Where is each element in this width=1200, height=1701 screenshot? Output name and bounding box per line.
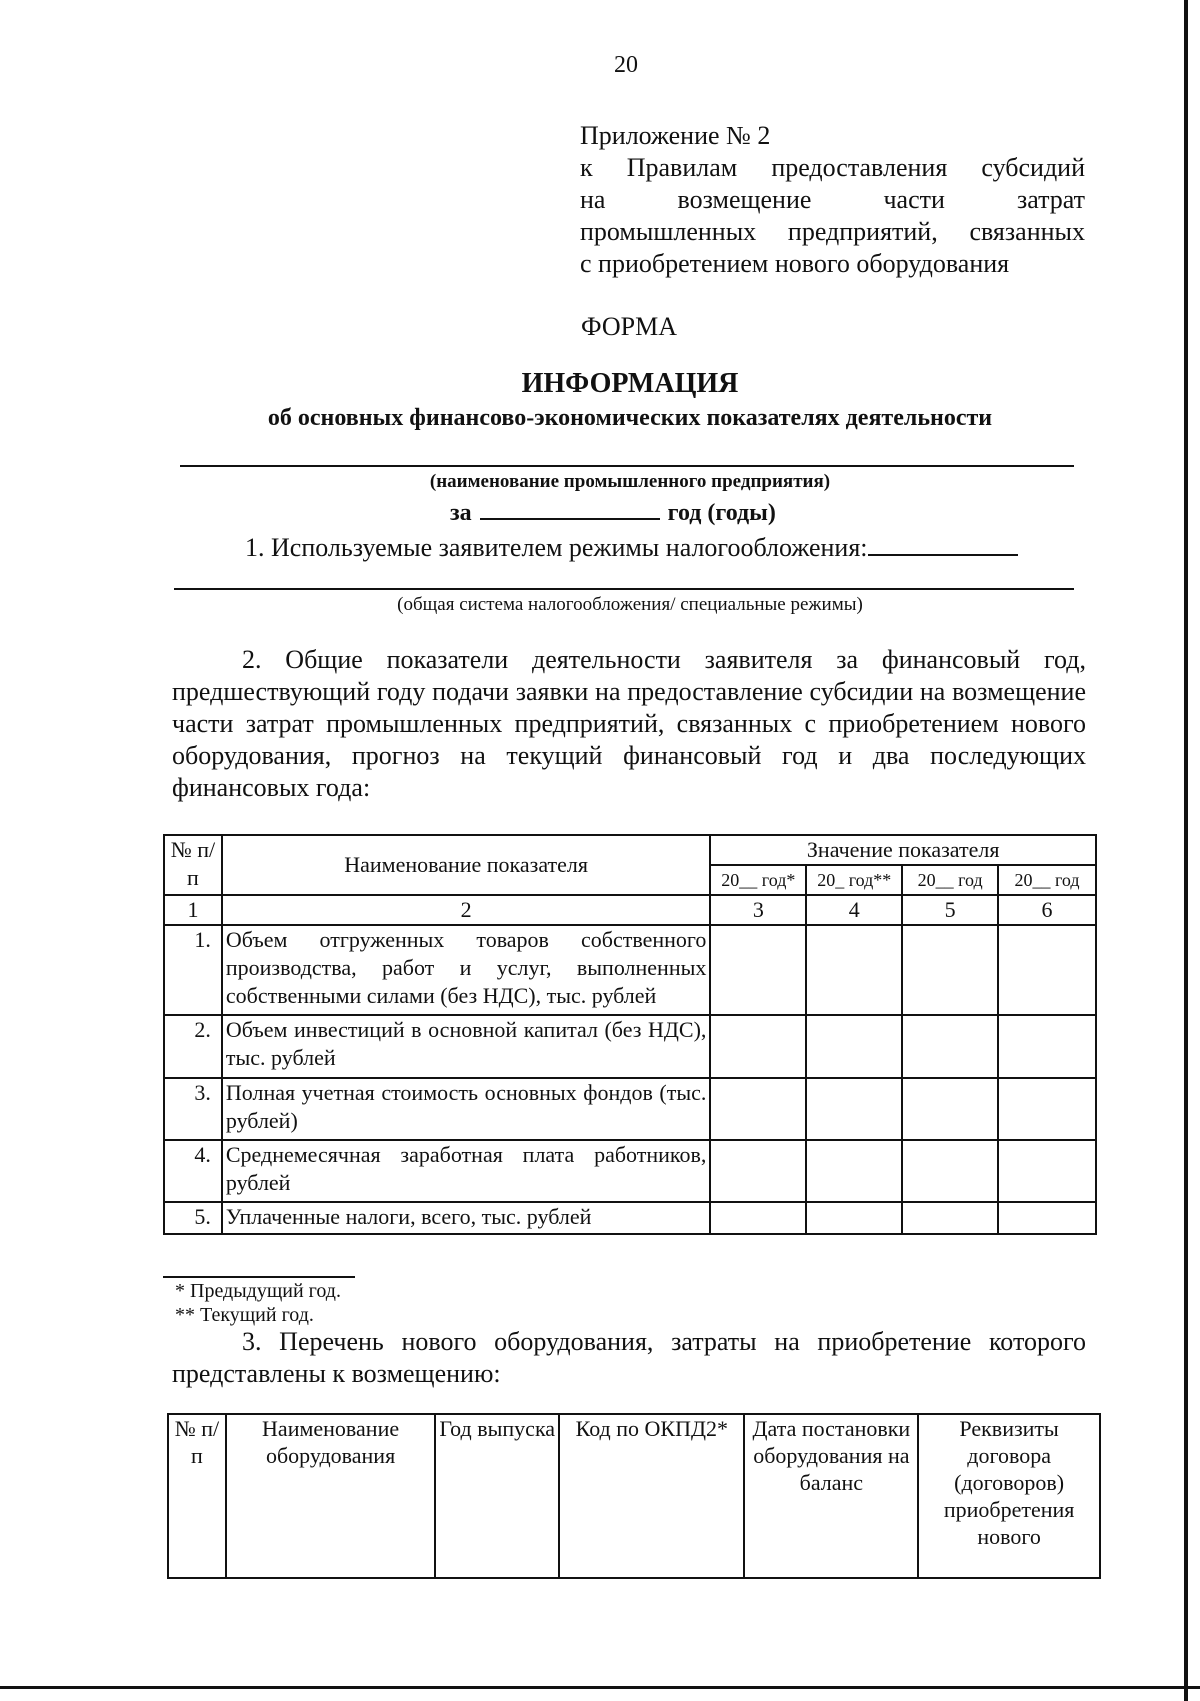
row-number: 4. [164, 1140, 222, 1202]
equipment-table [167, 1413, 1101, 1579]
value-cell [710, 1140, 806, 1202]
section-2 [172, 644, 1086, 804]
value-cell [710, 925, 806, 1015]
page-number: 20 [614, 52, 638, 78]
year-next-1: 20__ год [902, 865, 998, 895]
enterprise-caption: (наименование промышленного предприятия) [429, 471, 831, 492]
row-name: Уплаченные налоги, всего, тыс. рублей [222, 1202, 711, 1234]
row-number: 5. [164, 1202, 222, 1234]
period-suffix: год (годы) [667, 500, 776, 526]
footnote-separator [163, 1276, 355, 1278]
tax-regime-blank [868, 532, 1018, 556]
value-cell [998, 1140, 1096, 1202]
value-cell [710, 1015, 806, 1078]
value-cell [998, 1202, 1096, 1234]
page-edge-right [1184, 0, 1188, 1701]
col-number: 1 [164, 895, 222, 925]
appendix-header [580, 120, 1085, 280]
col-number: 5 [902, 895, 998, 925]
header-value: Значение показателя [710, 835, 1096, 865]
table-row [164, 1078, 1096, 1140]
row-number: 3. [164, 1078, 222, 1140]
document-subtitle: об основных финансово-экономических показателях деятельности [267, 405, 993, 431]
document-title: ИНФОРМАЦИЯ [521, 368, 739, 399]
value-cell [806, 1078, 902, 1140]
section-3-text: 3. Перечень нового оборудования, затраты на приобретение которого представлены к возмещению: [172, 1327, 1086, 1388]
section-1 [245, 532, 1018, 563]
col-number: 3 [710, 895, 806, 925]
row-name: Среднемесячная заработная плата работников, рублей [222, 1140, 711, 1202]
appendix-line: Приложение № 2 [580, 121, 771, 150]
tax-regime-caption: (общая система налогообложения/ специальные режимы) [397, 594, 863, 615]
appendix-line: с приобретением нового оборудования [580, 249, 1010, 278]
value-cell [902, 1078, 998, 1140]
value-cell [998, 925, 1096, 1015]
table-row [164, 925, 1096, 1015]
period-line [450, 498, 776, 527]
tax-regime-line [174, 588, 1074, 590]
col-number: 2 [222, 895, 711, 925]
year-next-2: 20__ год [998, 865, 1096, 895]
value-cell [806, 1140, 902, 1202]
header-year: Год выпуска [435, 1414, 559, 1578]
header-name: Наименование показателя [222, 835, 711, 895]
year-current: 20_ год** [806, 865, 902, 895]
value-cell [998, 1015, 1096, 1078]
appendix-line: к Правилам предоставления субсидий [580, 153, 1085, 182]
page-edge-bottom [0, 1686, 1200, 1689]
form-label: ФОРМА [581, 312, 677, 341]
year-previous: 20__ год* [710, 865, 806, 895]
period-prefix: за [450, 500, 472, 526]
value-cell [902, 1140, 998, 1202]
col-number: 4 [806, 895, 902, 925]
row-number: 2. [164, 1015, 222, 1078]
col-number: 6 [998, 895, 1096, 925]
value-cell [806, 925, 902, 1015]
table-row [164, 1202, 1096, 1234]
row-name: Объем инвестиций в основной капитал (без НДС), тыс. рублей [222, 1015, 711, 1078]
row-name: Объем отгруженных товаров собственного производства, работ и услуг, выполненных собственными силами (без НДС), тыс. рублей [222, 925, 711, 1015]
value-cell [710, 1078, 806, 1140]
header-equipment-name: Наименование оборудования [226, 1414, 436, 1578]
period-blank [480, 498, 660, 520]
header-okpd2: Код по ОКПД2* [559, 1414, 744, 1578]
table-row [164, 1140, 1096, 1202]
row-number: 1. [164, 925, 222, 1015]
appendix-line: промышленных предприятий, связанных [580, 217, 1085, 246]
value-cell [902, 925, 998, 1015]
value-cell [998, 1078, 1096, 1140]
section-1-text: 1. Используемые заявителем режимы налогообложения: [245, 533, 868, 562]
appendix-line: на возмещение части затрат [580, 185, 1085, 214]
header-no: № п/п [168, 1414, 226, 1578]
value-cell [806, 1202, 902, 1234]
section-3 [172, 1326, 1086, 1390]
footnote-previous-year: * Предыдущий год. [175, 1280, 341, 1302]
row-name: Полная учетная стоимость основных фондов (тыс. рублей) [222, 1078, 711, 1140]
value-cell [902, 1015, 998, 1078]
header-no: № п/п [164, 835, 222, 895]
table-row [164, 1015, 1096, 1078]
section-2-text: 2. Общие показатели деятельности заявителя за финансовый год, предшествующий году подачи заявки на предоставление субсидии на возмещение части затрат промышленных предприятий, связанных с приобретением нового оборудования, прогноз на текущий финансовый год и два последующих финансовых года: [172, 645, 1086, 802]
value-cell [710, 1202, 806, 1234]
enterprise-name-line [180, 465, 1074, 467]
footnote-current-year: ** Текущий год. [175, 1304, 314, 1326]
indicators-table [163, 834, 1097, 1235]
header-balance-date: Дата постановки оборудования на баланс [744, 1414, 918, 1578]
value-cell [902, 1202, 998, 1234]
value-cell [806, 1015, 902, 1078]
header-contract: Реквизиты договора (договоров) приобретения нового [918, 1414, 1100, 1578]
